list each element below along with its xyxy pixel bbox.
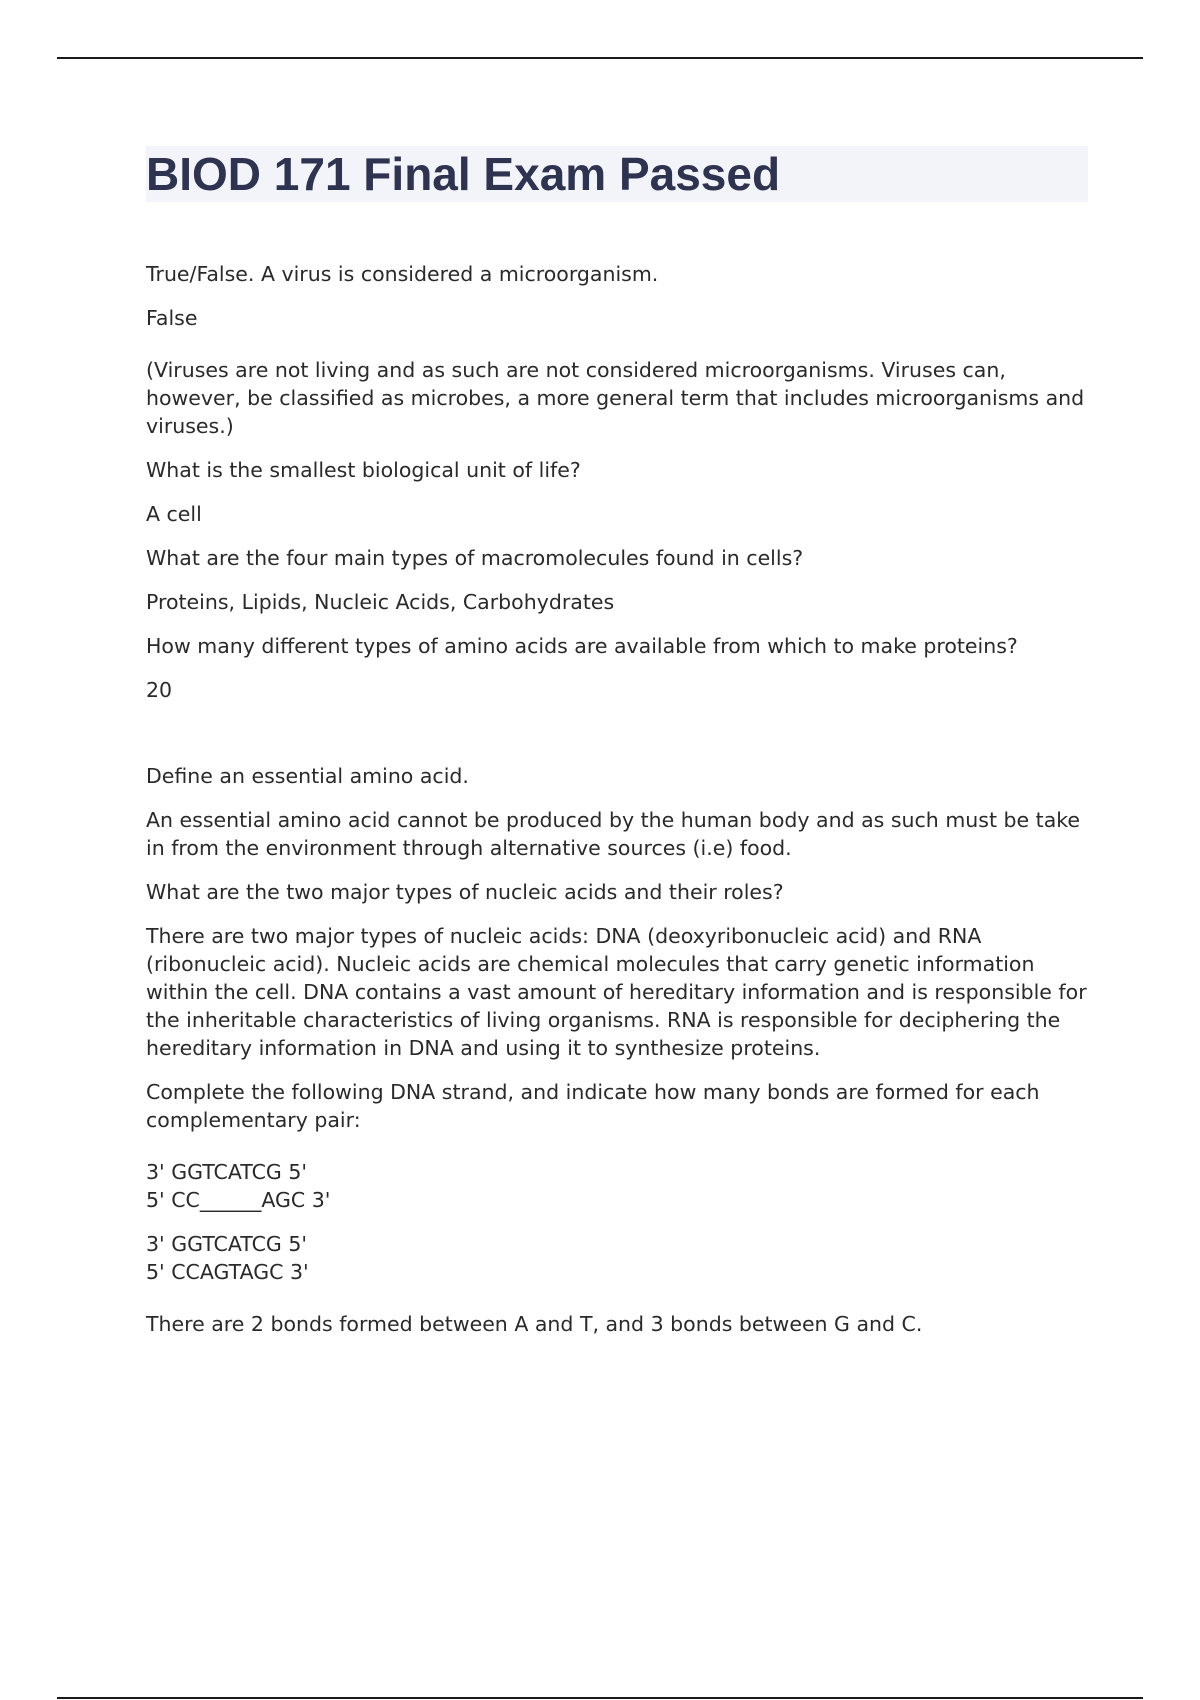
- document-body: [146, 260, 1096, 1354]
- answer-7-note: There are 2 bonds formed between A and T, and 3 bonds between G and C.: [146, 1312, 923, 1336]
- question-4: How many different types of amino acids are available from which to make proteins?: [146, 634, 1018, 658]
- answer-strand-bottom: 5' CCAGTAGC 3': [146, 1260, 309, 1284]
- question-6: What are the two major types of nucleic acids and their roles?: [146, 880, 784, 904]
- answer-6: There are two major types of nucleic acids: DNA (deoxyribonucleic acid) and RNA (ribonucleic acid). Nucleic acids are chemical molecules that carry genetic information within the cell. DNA contains a vast amount of hereditary information and is responsible for the inheritable characteristics of living organisms. RNA is responsible for deciphering the hereditary information in DNA and using it to synthesize proteins.: [146, 924, 1087, 1060]
- footer-rule: [57, 1697, 1143, 1699]
- answer-7-strands: [146, 1230, 1096, 1286]
- answer-2: A cell: [146, 502, 202, 526]
- question-strand-bottom: 5' CC______AGC 3': [146, 1188, 331, 1212]
- answer-1: False: [146, 306, 198, 330]
- answer-strand-top: 3' GGTCATCG 5': [146, 1232, 308, 1256]
- header-rule: [57, 57, 1143, 59]
- question-3: What are the four main types of macromolecules found in cells?: [146, 546, 804, 570]
- question-7-strands: [146, 1158, 1096, 1214]
- explanation-1: (Viruses are not living and as such are not considered microorganisms. Viruses can, however, be classified as microbes, a more general term that includes microorganisms and viruses.): [146, 358, 1085, 438]
- question-2: What is the smallest biological unit of life?: [146, 458, 581, 482]
- document-title: BIOD 171 Final Exam Passed: [146, 148, 781, 200]
- question-5: Define an essential amino acid.: [146, 764, 469, 788]
- question-7: Complete the following DNA strand, and indicate how many bonds are formed for each complementary pair:: [146, 1080, 1040, 1132]
- question-strand-top: 3' GGTCATCG 5': [146, 1160, 308, 1184]
- answer-4: 20: [146, 678, 173, 702]
- answer-3: Proteins, Lipids, Nucleic Acids, Carbohydrates: [146, 590, 615, 614]
- answer-5: An essential amino acid cannot be produced by the human body and as such must be take in from the environment through alternative sources (i.e) food.: [146, 808, 1081, 860]
- question-1: True/False. A virus is considered a microorganism.: [146, 262, 659, 286]
